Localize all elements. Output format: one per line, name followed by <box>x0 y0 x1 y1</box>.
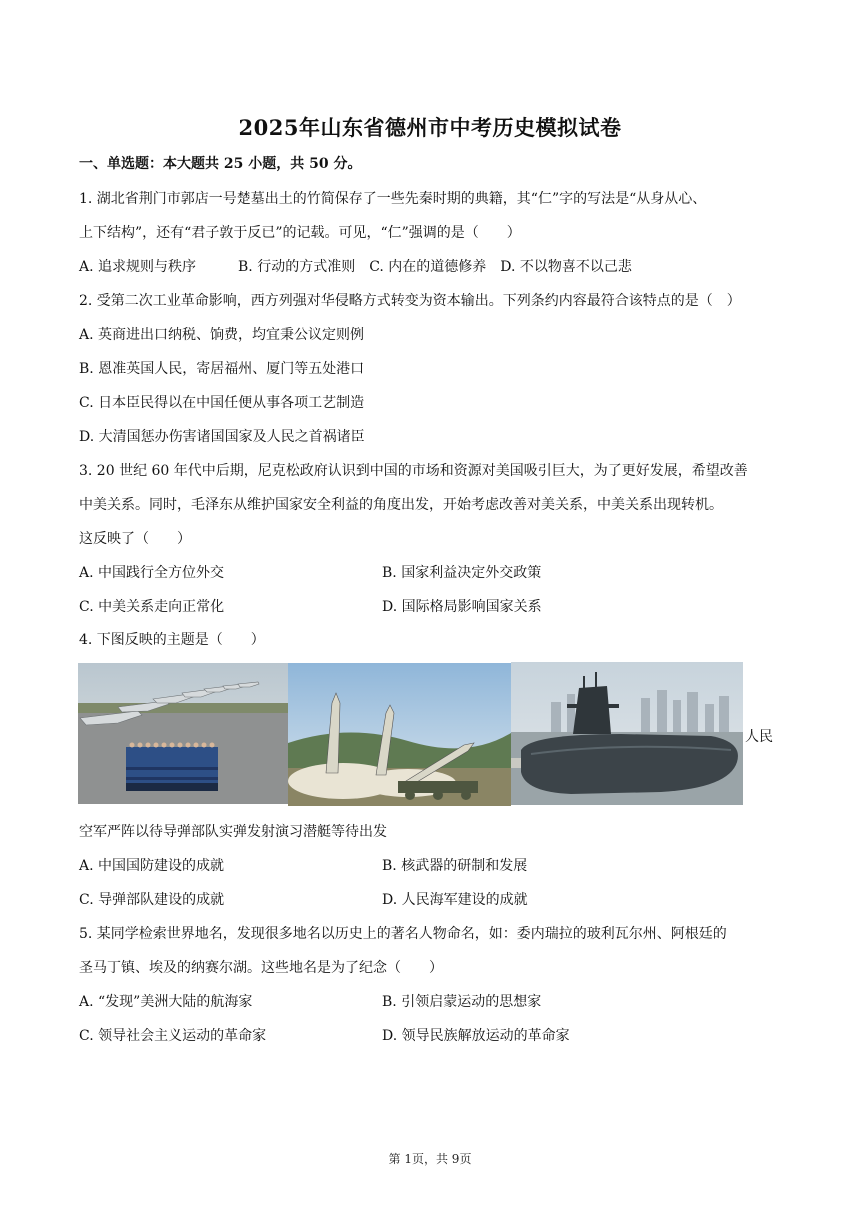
q4-stem: 4. 下图反映的主题是（ ） <box>79 632 265 648</box>
q5-option-b[interactable]: B. 引领启蒙运动的思想家 <box>382 994 542 1010</box>
section-heading: 一、单选题：本大题共 25 小题，共 50 分。 <box>79 156 362 172</box>
q3-stem-line2: 中美关系。同时，毛泽东从维护国家安全利益的角度出发，开始考虑改善对美关系，中美关系出现转机。 <box>79 497 723 513</box>
missile-launch-photo <box>288 663 511 806</box>
q5-stem-line2: 圣马丁镇、埃及的纳赛尔湖。这些地名是为了纪念（ ） <box>79 960 443 976</box>
q3-option-c[interactable]: C. 中美关系走向正常化 <box>79 599 225 615</box>
q2-option-b[interactable]: B. 恩准英国人民，寄居福州、厦门等五处港口 <box>79 361 365 377</box>
q2-option-d[interactable]: D. 大清国惩办伤害诸国国家及人民之首祸诸臣 <box>79 429 365 445</box>
q3-stem-line3: 这反映了（ ） <box>79 531 191 547</box>
q2-option-c[interactable]: C. 日本臣民得以在中国任便从事各项工艺制造 <box>79 395 365 411</box>
q3-stem-line1: 3. 20 世纪 60 年代中后期，尼克松政府认识到中国的市场和资源对美国吸引巨大，为了更好发展，希望改善 <box>79 463 748 479</box>
q1-options[interactable]: A. 追求规则与秩序 B. 行动的方式准则 C. 内在的道德修养 D. 不以物喜不以己悲 <box>79 259 632 275</box>
q5-option-a[interactable]: A. “发现”美洲大陆的航海家 <box>79 994 253 1010</box>
q1-stem-line1: 1. 湖北省荆门市郭店一号楚墓出土的竹简保存了一些先秦时期的典籍，其“仁”字的写法是“从身从心、 <box>79 191 707 207</box>
q3-option-a[interactable]: A. 中国践行全方位外交 <box>79 565 225 581</box>
q3-option-b[interactable]: B. 国家利益决定外交政策 <box>382 565 542 581</box>
q4-image-caption: 空军严阵以待导弹部队实弹发射演习潜艇等待出发 <box>79 824 387 840</box>
q4-option-c[interactable]: C. 导弹部队建设的成就 <box>79 892 225 908</box>
page-footer: 第 1页，共 9页 <box>388 1152 472 1166</box>
submarine-photo <box>511 662 743 805</box>
q5-option-c[interactable]: C. 领导社会主义运动的革命家 <box>79 1028 267 1044</box>
air-force-photo <box>78 663 288 804</box>
q4-option-b[interactable]: B. 核武器的研制和发展 <box>382 858 528 874</box>
q4-option-a[interactable]: A. 中国国防建设的成就 <box>79 858 225 874</box>
q2-option-a[interactable]: A. 英商进出口纳税、饷费，均宜秉公议定则例 <box>79 327 365 343</box>
q5-option-d[interactable]: D. 领导民族解放运动的革命家 <box>382 1028 570 1044</box>
q4-option-d[interactable]: D. 人民海军建设的成就 <box>382 892 528 908</box>
page-title: 2025年山东省德州市中考历史模拟试卷 <box>238 115 622 140</box>
q1-stem-line2: 上下结构”，还有“君子敦于反已”的记载。可见，“仁”强调的是（ ） <box>79 225 521 241</box>
q5-stem-line1: 5. 某同学检索世界地名，发现很多地名以历史上的著名人物命名，如：委内瑞拉的玻利瓦尔州、阿根廷的 <box>79 926 727 942</box>
q3-option-d[interactable]: D. 国际格局影响国家关系 <box>382 599 542 615</box>
q2-stem: 2. 受第二次工业革命影响，西方列强对华侵略方式转变为资本输出。下列条约内容最符合该特点的是（ ） <box>79 293 741 309</box>
q4-side-text: 人民 <box>745 729 773 745</box>
